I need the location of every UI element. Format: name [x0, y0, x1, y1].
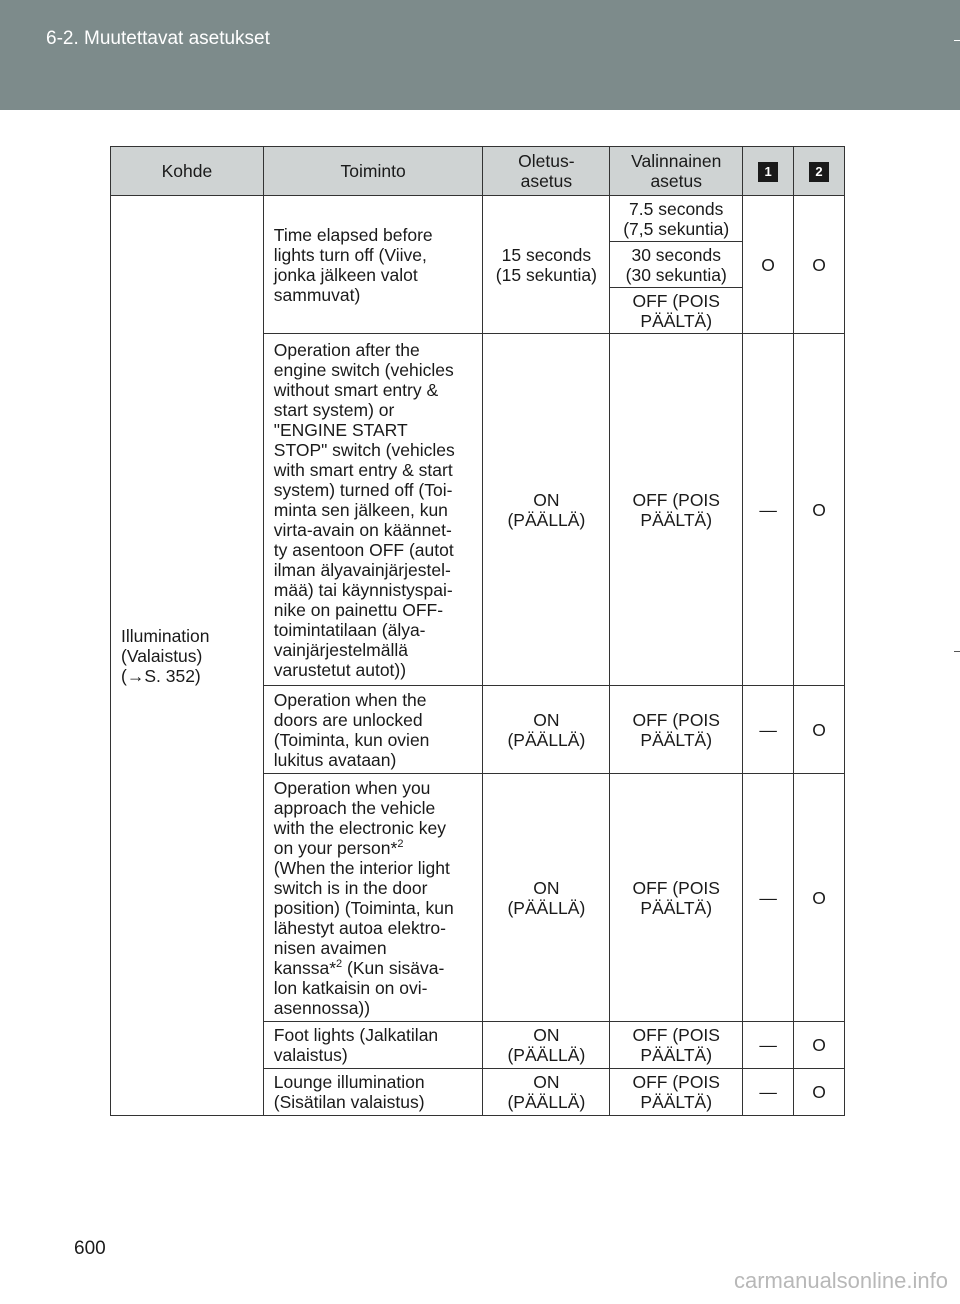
- section-title: 6-2. Muutettavat asetukset: [46, 28, 270, 49]
- footnote-ref: 2: [397, 837, 404, 850]
- header-toiminto: Toiminto: [263, 147, 483, 196]
- default-cell: ON (PÄÄLLÄ): [483, 1022, 610, 1069]
- default-cell: 15 seconds (15 sekuntia): [483, 196, 610, 334]
- header-kohde: Kohde: [111, 147, 264, 196]
- col1-cell: —: [743, 686, 794, 774]
- col2-cell: O: [794, 774, 845, 1022]
- marker-1-icon: 1: [758, 162, 778, 182]
- page-number: 600: [74, 1238, 106, 1259]
- function-cell: Foot lights (Jalkatilan valaistus): [263, 1022, 483, 1069]
- col1-cell: —: [743, 1022, 794, 1069]
- function-cell: Operation after the engine switch (vehicles without smart entry & start system) or "ENGINE START STOP" switch (vehicles with smart entry & start system) turned off (Toi- minta sen jälkeen, kun virta-avain on käännet- ty asentoon OFF (autot ilman älyavainjärjestel- mää) tai käynnistyspai- nike on painettu OFF- toimintatilaan (älya- vainjärjestelmällä varustetut autot)): [263, 334, 483, 686]
- default-cell: ON (PÄÄLLÄ): [483, 774, 610, 1022]
- header-crop-mark: [954, 40, 960, 41]
- function-text-b: (When the interior light switch is in the door position) (Toiminta, kun lähestyt autoa elektro- nisen avaimen kanssa*: [273, 857, 454, 978]
- table-row: [111, 196, 845, 242]
- option-cell: OFF (POIS PÄÄLTÄ): [610, 686, 743, 774]
- option-cell: 7.5 seconds (7,5 sekuntia): [610, 196, 743, 242]
- option-cell: OFF (POIS PÄÄLTÄ): [610, 1069, 743, 1116]
- option-cell: OFF (POIS PÄÄLTÄ): [610, 334, 743, 686]
- table-header-row: [111, 147, 845, 196]
- col2-cell: O: [794, 1069, 845, 1116]
- col2-cell: O: [794, 1022, 845, 1069]
- option-cell: 30 seconds (30 sekuntia): [610, 242, 743, 288]
- item-illumination: Illumination (Valaistus) (→S. 352): [111, 196, 264, 1116]
- col1-cell: —: [743, 334, 794, 686]
- header-marker-2: [794, 147, 845, 196]
- header-valinnainen: Valinnainen asetus: [610, 147, 743, 196]
- settings-table: [110, 146, 845, 1116]
- default-cell: ON (PÄÄLLÄ): [483, 686, 610, 774]
- col1-cell: —: [743, 1069, 794, 1116]
- col1-cell: O: [743, 196, 794, 334]
- header-marker-1: [743, 147, 794, 196]
- col1-cell: —: [743, 774, 794, 1022]
- function-text-c: (Kun sisäva- lon katkaisin on ovi- asennossa)): [273, 957, 445, 1018]
- col2-cell: O: [794, 196, 845, 334]
- footnote-ref: 2: [336, 957, 343, 970]
- col2-cell: O: [794, 334, 845, 686]
- header-oletus: Oletus- asetus: [483, 147, 610, 196]
- function-cell: Time elapsed before lights turn off (Viive, jonka jälkeen valot sammuvat): [263, 196, 483, 334]
- default-cell: ON (PÄÄLLÄ): [483, 1069, 610, 1116]
- crop-mark: [954, 651, 960, 652]
- default-cell: ON (PÄÄLLÄ): [483, 334, 610, 686]
- function-text-a: Operation when you approach the vehicle with the electronic key on your person*: [273, 777, 446, 858]
- page-header: [0, 0, 960, 110]
- option-cell: OFF (POIS PÄÄLTÄ): [610, 774, 743, 1022]
- col2-cell: O: [794, 686, 845, 774]
- function-cell: [263, 774, 483, 1022]
- watermark: carmanualsonline.info: [733, 1268, 948, 1293]
- function-cell: Operation when the doors are unlocked (Toiminta, kun ovien lukitus avataan): [263, 686, 483, 774]
- option-cell: OFF (POIS PÄÄLTÄ): [610, 288, 743, 334]
- function-cell: Lounge illumination (Sisätilan valaistus): [263, 1069, 483, 1116]
- option-cell: OFF (POIS PÄÄLTÄ): [610, 1022, 743, 1069]
- marker-2-icon: 2: [809, 162, 829, 182]
